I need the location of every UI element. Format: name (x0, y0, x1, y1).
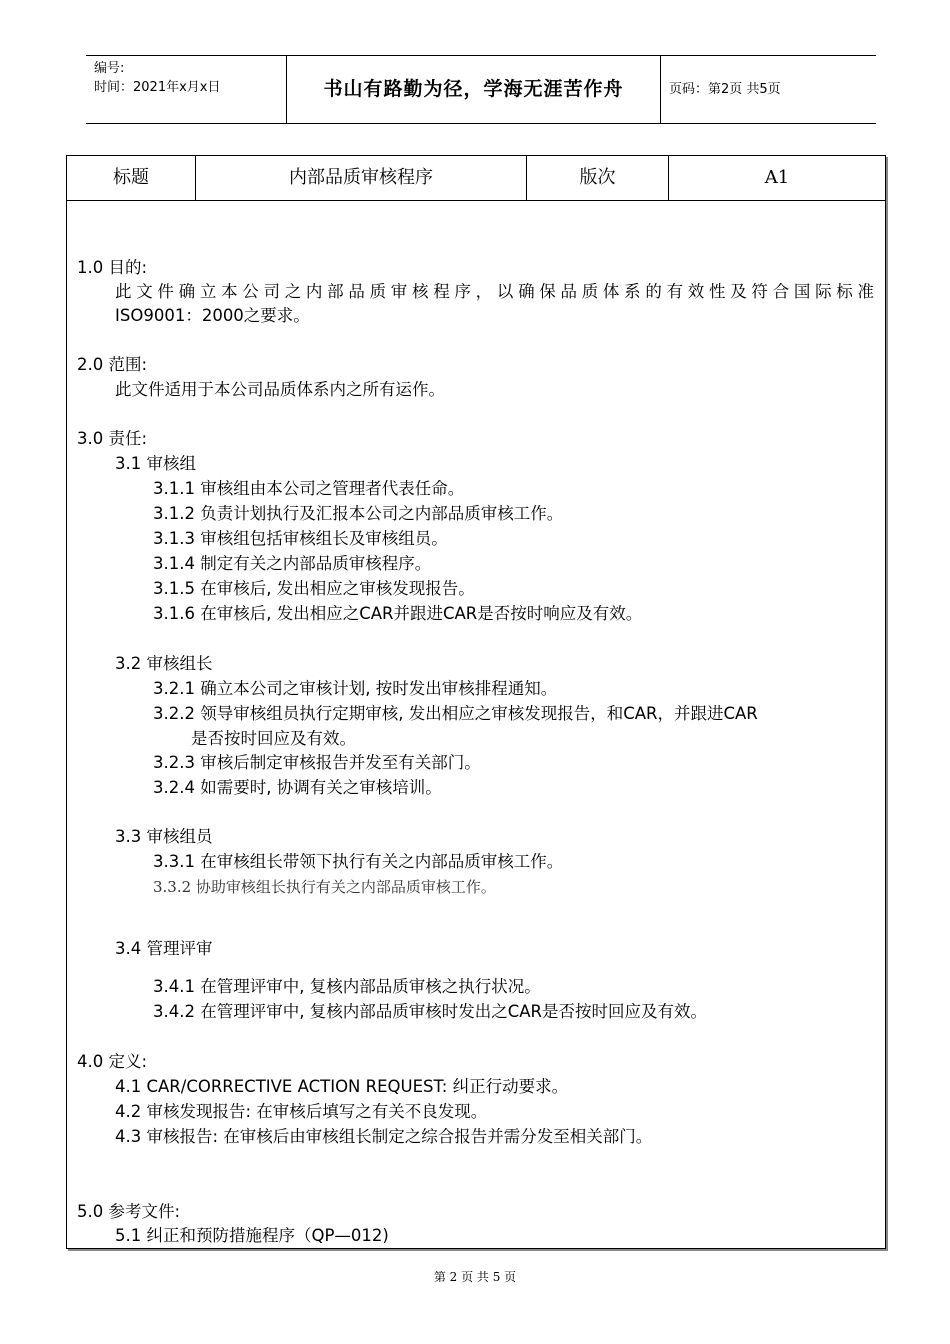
header-divider (660, 56, 661, 123)
section-heading-definitions: 4.0 定义: (77, 1052, 148, 1071)
list-item: 3.1.6 在审核后, 发出相应之CAR并跟进CAR是否按时响应及有效。 (153, 604, 643, 623)
subsection-management-review: 3.4 管理评审 (115, 939, 213, 958)
purpose-text: 此文件确立本公司之内部品质审核程序，以确保品质体系的有效性及符合国际标准 (115, 282, 875, 301)
list-item: 4.1 CAR/CORRECTIVE ACTION REQUEST: 纠正行动要求。 (115, 1077, 569, 1096)
section-heading-references: 5.0 参考文件: (77, 1202, 181, 1221)
list-item: 3.4.1 在管理评审中, 复核内部品质审核之执行状况。 (153, 977, 541, 996)
list-item: 4.3 审核报告: 在审核后由审核组长制定之综合报告并需分发至相关部门。 (115, 1127, 653, 1146)
list-item: 3.2.1 确立本公司之审核计划, 按时发出审核排程通知。 (153, 679, 558, 698)
list-item: 3.1.2 负责计划执行及汇报本公司之内部品质审核工作。 (153, 504, 564, 523)
doc-number-label: 编号: (94, 61, 125, 76)
header-motto: 书山有路勤为径，学海无涯苦作舟 (323, 78, 624, 100)
list-item: 3.1.4 制定有关之内部品质审核程序。 (153, 554, 432, 573)
document-frame (66, 155, 886, 1249)
page-header (86, 55, 876, 124)
list-item: 3.2.4 如需要时, 协调有关之审核培训。 (153, 778, 442, 797)
list-item: 4.2 审核发现报告: 在审核后填写之有关不良发现。 (115, 1102, 488, 1121)
subsection-audit-team: 3.1 审核组 (115, 454, 196, 473)
section-heading-responsibility: 3.0 责任: (77, 429, 148, 448)
version-label: 版次 (579, 167, 616, 188)
list-item: 3.2.2 领导审核组员执行定期审核, 发出相应之审核发现报告，和CAR，并跟进CAR (153, 704, 758, 723)
list-item: 5.1 纠正和预防措施程序（QP—012) (115, 1226, 389, 1245)
section-heading-purpose: 1.0 目的: (77, 258, 148, 277)
section-heading-scope: 2.0 范围: (77, 355, 148, 374)
doc-time-label: 时间：2021年x月x日 (94, 80, 221, 95)
title-value: 内部品质审核程序 (289, 167, 433, 188)
list-item: 3.1.3 审核组包括审核组长及审核组员。 (153, 529, 448, 548)
page-number-info: 页码：第2页 共5页 (669, 82, 781, 97)
list-item-cont: 是否按时回应及有效。 (191, 729, 356, 748)
list-item: 3.1.1 审核组由本公司之管理者代表任命。 (153, 479, 465, 498)
purpose-text-cont: ISO9001：2000之要求。 (115, 306, 310, 325)
title-label: 标题 (113, 167, 149, 188)
list-item: 3.3.2 协助审核组长执行有关之内部品质审核工作。 (153, 878, 496, 896)
scope-text: 此文件适用于本公司品质体系内之所有运作。 (115, 380, 445, 399)
version-value: A1 (764, 167, 790, 188)
subsection-auditors: 3.3 审核组员 (115, 827, 213, 846)
list-item: 3.2.3 审核后制定审核报告并发至有关部门。 (153, 753, 481, 772)
title-row (67, 156, 885, 201)
list-item: 3.1.5 在审核后, 发出相应之审核发现报告。 (153, 579, 475, 598)
subsection-audit-leader: 3.2 审核组长 (115, 654, 213, 673)
list-item: 3.4.2 在管理评审中, 复核内部品质审核时发出之CAR是否按时回应及有效。 (153, 1002, 707, 1021)
page-footer: 第 2 页 共 5 页 (433, 1270, 517, 1284)
list-item: 3.3.1 在审核组长带领下执行有关之内部品质审核工作。 (153, 852, 564, 871)
doc-meta (94, 59, 220, 97)
